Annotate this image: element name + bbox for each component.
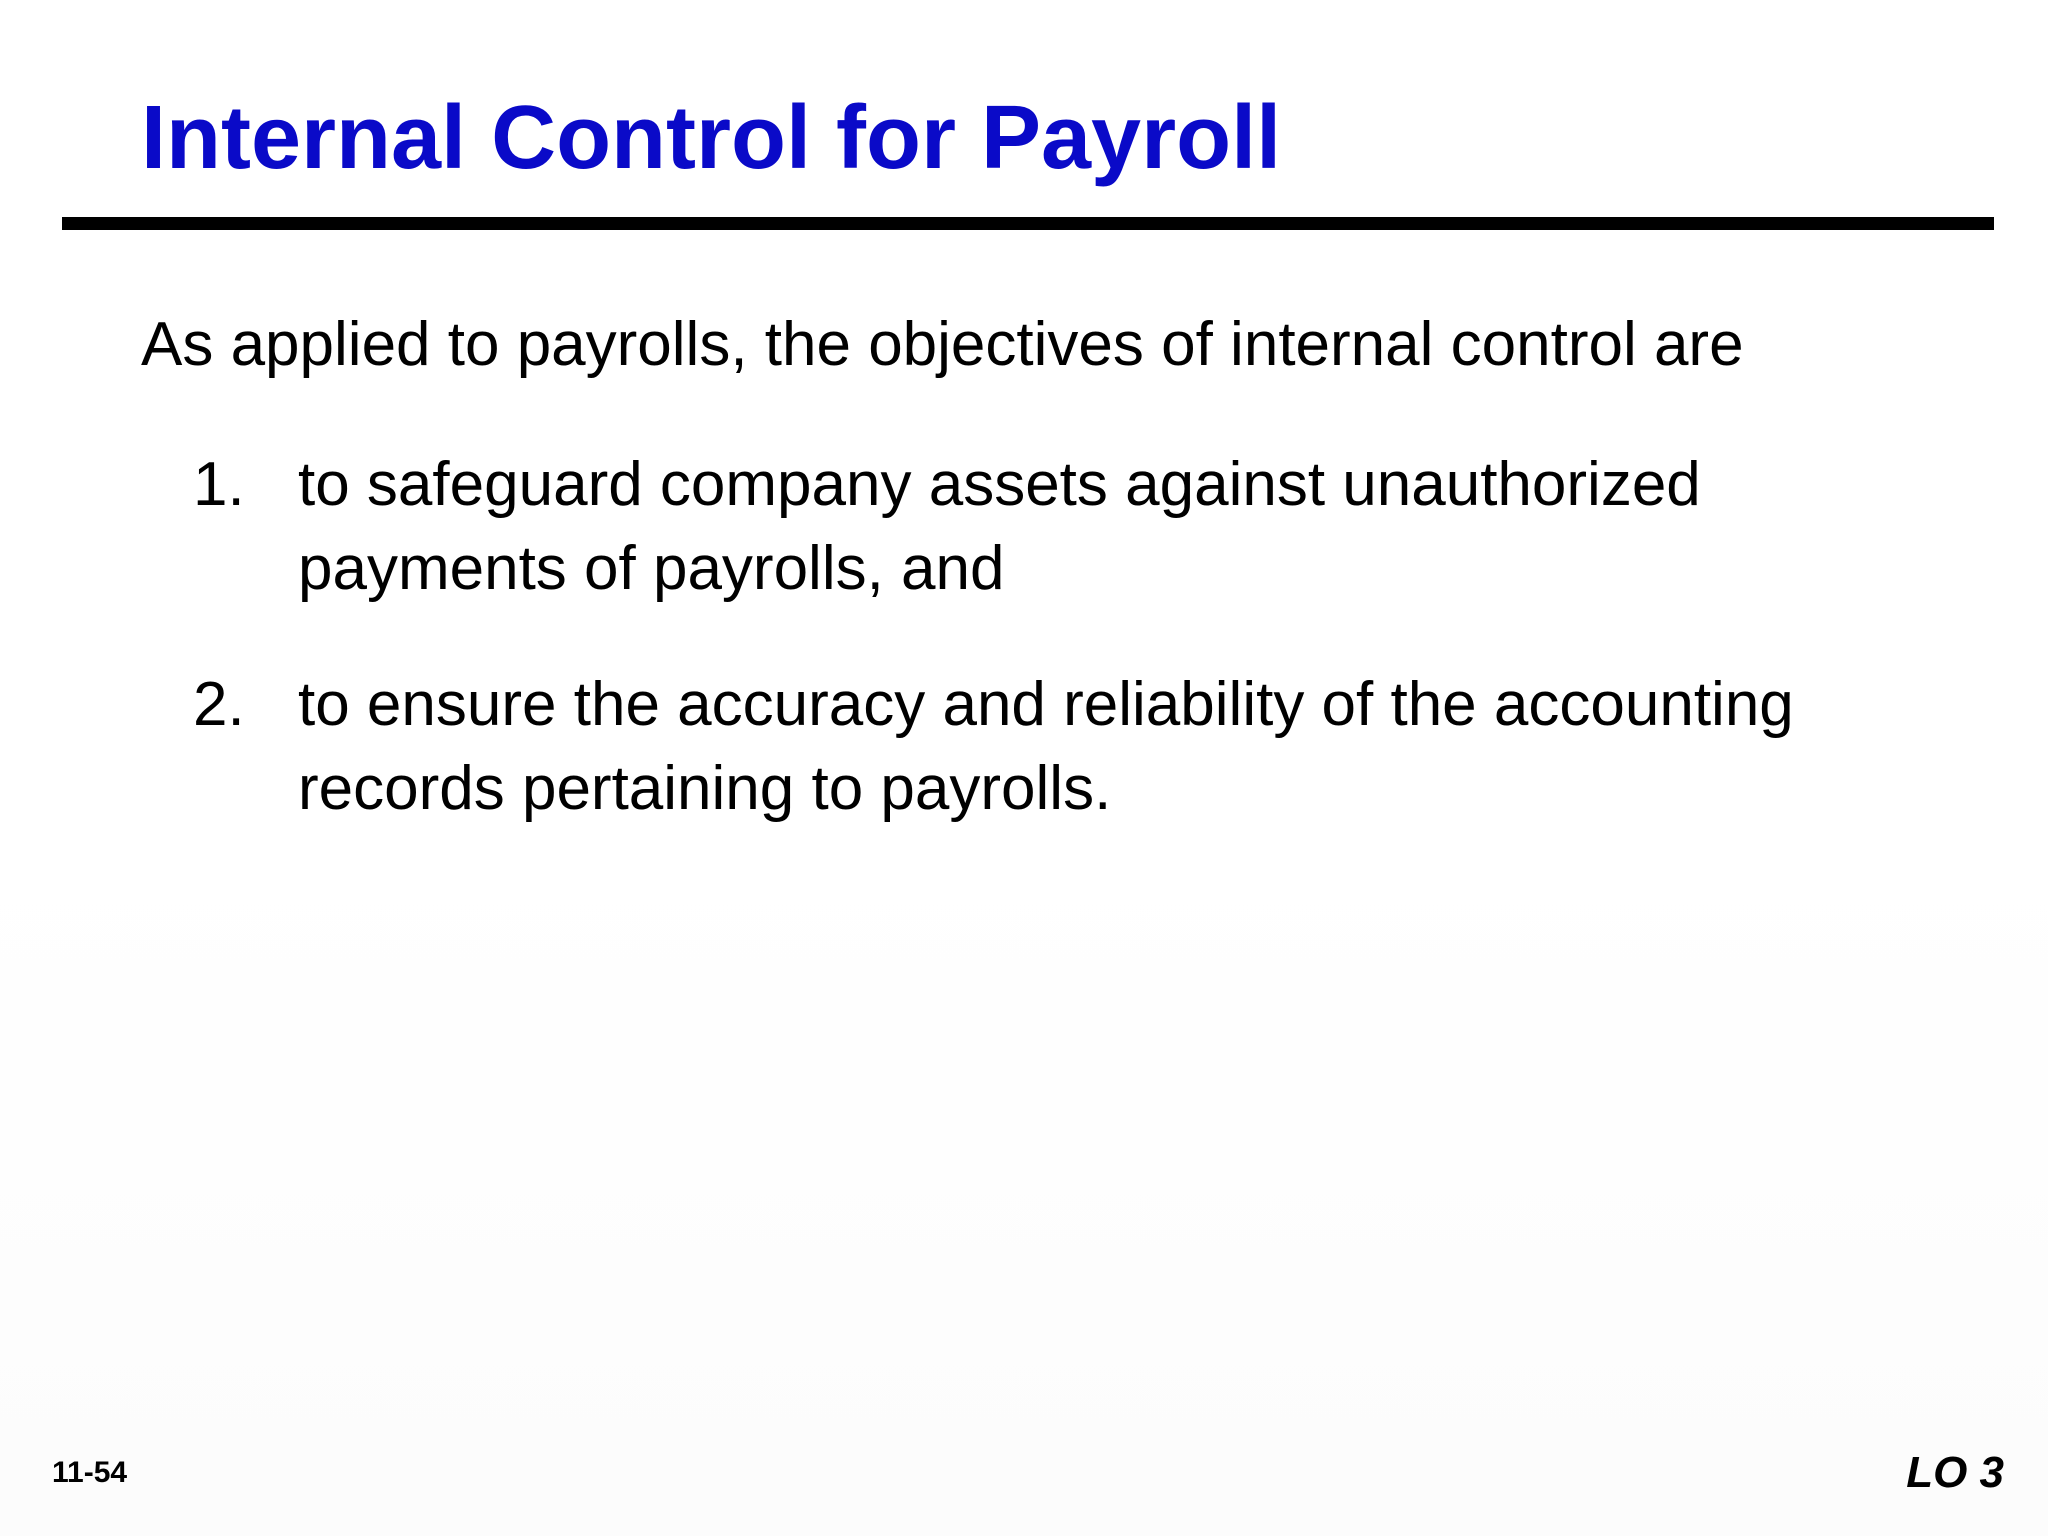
objective-number: 2. xyxy=(193,670,245,739)
slide-title: Internal Control for Payroll xyxy=(141,88,1282,188)
title-divider xyxy=(62,217,1994,230)
learning-objective-tag: LO 3 xyxy=(1906,1448,2004,1497)
objective-text: to safeguard company assets against unauthorized payments of payrolls, and xyxy=(298,450,1701,603)
objective-item xyxy=(141,663,1921,831)
objectives-list xyxy=(141,443,1921,883)
objective-text: to ensure the accuracy and reliability of the accounting records pertaining to payrolls. xyxy=(298,670,1794,823)
objective-number: 1. xyxy=(193,450,245,519)
slide-number: 11-54 xyxy=(52,1456,128,1489)
objective-item xyxy=(141,443,1921,611)
intro-text: As applied to payrolls, the objectives of internal control are xyxy=(141,310,1744,379)
